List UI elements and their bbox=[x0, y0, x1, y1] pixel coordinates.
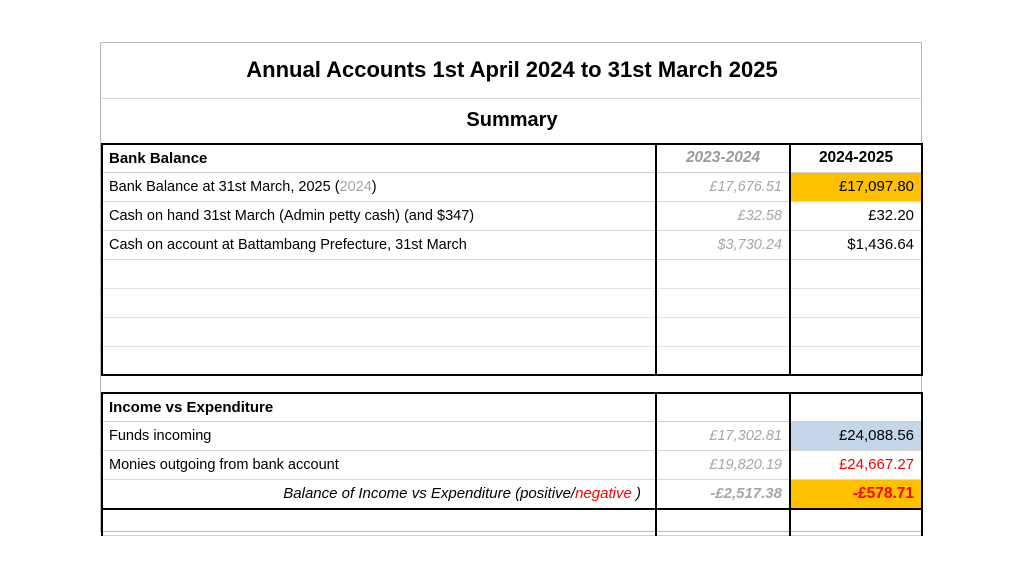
blank-cell bbox=[790, 346, 922, 375]
cell-previous-cash-on-hand: £32.58 bbox=[656, 201, 790, 230]
page-title: Annual Accounts 1st April 2024 to 31st March 2025 bbox=[102, 43, 922, 98]
table-row bbox=[102, 450, 922, 479]
cell-current-balance: -£578.71 bbox=[790, 479, 922, 509]
blank-row bbox=[102, 288, 922, 317]
blank-cell bbox=[656, 317, 790, 346]
cell-current-bank-balance: £17,097.80 bbox=[790, 172, 922, 201]
cell-previous-monies-outgoing: £19,820.19 bbox=[656, 450, 790, 479]
document-title-row bbox=[102, 43, 922, 98]
bank-balance-header: Bank Balance bbox=[102, 144, 656, 172]
row-label-cash-on-hand: Cash on hand 31st March (Admin petty cash) (and $347) bbox=[102, 201, 656, 230]
cell-current-cash-on-hand: £32.20 bbox=[790, 201, 922, 230]
income-expenditure-header-row bbox=[102, 393, 922, 421]
blank-cell bbox=[102, 346, 656, 375]
section-gap-row bbox=[102, 375, 922, 393]
blank-row bbox=[102, 259, 922, 288]
blank-cell bbox=[656, 509, 790, 535]
cell-previous-balance: -£2,517.38 bbox=[656, 479, 790, 509]
blank-cell bbox=[790, 259, 922, 288]
cell-current-funds-incoming: £24,088.56 bbox=[790, 421, 922, 450]
blank-cell bbox=[102, 509, 656, 535]
blank-row bbox=[102, 346, 922, 375]
table-row bbox=[102, 172, 922, 201]
blank-cell bbox=[790, 317, 922, 346]
blank-cell bbox=[790, 375, 922, 393]
row-label-prior-year: 2024 bbox=[339, 178, 372, 195]
table-row bbox=[102, 230, 922, 259]
table-row bbox=[102, 421, 922, 450]
row-label-cash-on-account-battambang: Cash on account at Battambang Prefecture, 31st March bbox=[102, 230, 656, 259]
blank-cell bbox=[790, 288, 922, 317]
accounts-table bbox=[101, 43, 923, 536]
blank-cell bbox=[102, 375, 656, 393]
balance-row bbox=[102, 479, 922, 509]
blank-cell bbox=[102, 317, 656, 346]
blank-cell bbox=[102, 288, 656, 317]
balance-label-suffix: ) bbox=[631, 485, 641, 503]
row-label-monies-outgoing: Monies outgoing from bank account bbox=[102, 450, 656, 479]
page-subtitle: Summary bbox=[102, 98, 922, 144]
row-label-text-tail: ) bbox=[371, 178, 377, 195]
income-expenditure-header: Income vs Expenditure bbox=[102, 393, 656, 421]
blank-cell bbox=[656, 259, 790, 288]
row-label-bank-balance-31-march bbox=[102, 172, 656, 201]
table-row bbox=[102, 201, 922, 230]
balance-label-prefix: Balance of Income vs Expenditure (positive/ bbox=[283, 485, 576, 503]
accounts-sheet bbox=[100, 42, 922, 532]
column-header-previous-year: 2023-2024 bbox=[656, 144, 790, 172]
blank-cell bbox=[656, 346, 790, 375]
balance-label-negative: negative bbox=[575, 485, 632, 503]
blank-cell bbox=[656, 288, 790, 317]
row-label-balance-income-vs-expenditure bbox=[102, 479, 656, 509]
bank-balance-header-row bbox=[102, 144, 922, 172]
blank-cell bbox=[656, 393, 790, 421]
blank-cell bbox=[790, 393, 922, 421]
cell-current-monies-outgoing: £24,667.27 bbox=[790, 450, 922, 479]
blank-row bbox=[102, 317, 922, 346]
document-subtitle-row bbox=[102, 98, 922, 144]
blank-row bbox=[102, 509, 922, 535]
blank-cell bbox=[790, 509, 922, 535]
cell-current-cash-on-account: $1,436.64 bbox=[790, 230, 922, 259]
cell-previous-bank-balance: £17,676.51 bbox=[656, 172, 790, 201]
row-label-text: Bank Balance at 31st March, 2025 ( bbox=[109, 178, 340, 195]
blank-cell bbox=[102, 259, 656, 288]
blank-cell bbox=[656, 375, 790, 393]
cell-previous-cash-on-account: $3,730.24 bbox=[656, 230, 790, 259]
row-label-funds-incoming: Funds incoming bbox=[102, 421, 656, 450]
cell-previous-funds-incoming: £17,302.81 bbox=[656, 421, 790, 450]
column-header-current-year: 2024-2025 bbox=[790, 144, 922, 172]
